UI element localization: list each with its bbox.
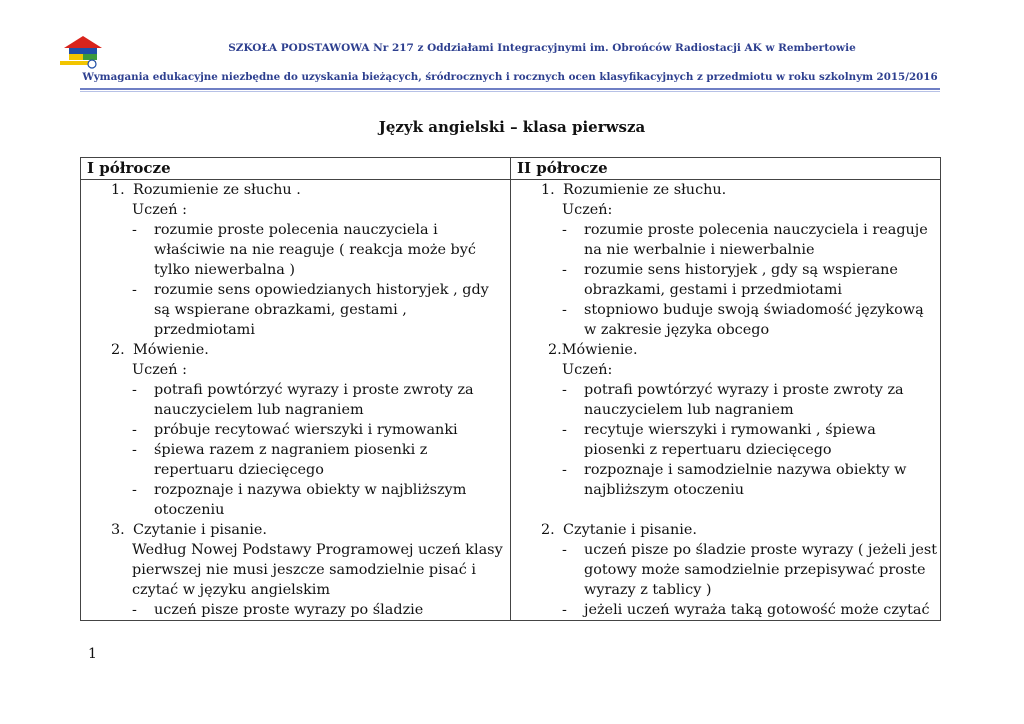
list-item: - uczeń pisze po śladzie proste wyrazy ( jeżeli jest bbox=[562, 542, 938, 558]
list-text: na nie werbalnie i niewerbalnie bbox=[584, 242, 815, 258]
spacer bbox=[511, 500, 940, 520]
list-text: 2.Mówienie. bbox=[548, 342, 638, 358]
list-item: - rozumie sens historyjek , gdy są wspierane bbox=[562, 262, 898, 278]
list-text: Uczeń : bbox=[132, 202, 187, 218]
list-text: czytać w języku angielskim bbox=[132, 582, 331, 598]
first-semester-cell bbox=[81, 180, 511, 621]
page-number: 1 bbox=[88, 646, 97, 662]
list-text: piosenki z repertuaru dziecięcego bbox=[584, 442, 832, 458]
table-header-row bbox=[81, 158, 941, 180]
list-item: - rozumie proste polecenia nauczyciela i reaguje bbox=[562, 222, 928, 238]
list-text: tylko niewerbalna ) bbox=[154, 262, 296, 278]
list-item: 2. Czytanie i pisanie. bbox=[541, 522, 697, 538]
list-item: - potrafi powtórzyć wyrazy i proste zwroty za bbox=[562, 382, 904, 398]
requirements-heading: Wymagania edukacyjne niezbędne do uzyskania bieżących, śródrocznych i rocznych ocen klasyfikacyjnych z przedmiotu w roku szkolnym 2015/2016 bbox=[82, 71, 938, 83]
list-item: 3. Czytanie i pisanie. bbox=[111, 522, 267, 538]
list-item: - jeżeli uczeń wyraża taką gotowość może czytać bbox=[562, 602, 930, 618]
list-text: w zakresie języka obcego bbox=[584, 322, 770, 338]
header-rule bbox=[80, 88, 940, 90]
list-item: 1. Rozumienie ze słuchu . bbox=[111, 182, 301, 198]
list-item: - rozumie proste polecenia nauczyciela i bbox=[132, 222, 438, 238]
list-item: - recytuje wierszyki i rymowanki , śpiewa bbox=[562, 422, 876, 438]
list-item: - śpiewa razem z nagraniem piosenki z bbox=[132, 442, 428, 458]
list-text: pierwszej nie musi jeszcze samodzielnie pisać i bbox=[132, 562, 476, 578]
list-item: 2. Mówienie. bbox=[111, 342, 209, 358]
header-rule-thin bbox=[80, 91, 940, 92]
second-semester-cell bbox=[511, 180, 941, 621]
list-item: - rozpoznaje i nazywa obiekty w najbliższym bbox=[132, 482, 467, 498]
list-text: Według Nowej Podstawy Programowej uczeń klasy bbox=[132, 542, 503, 558]
list-text: najbliższym otoczeniu bbox=[584, 482, 745, 498]
document-title: Język angielski – klasa pierwsza bbox=[378, 118, 646, 136]
table-content-row bbox=[81, 180, 941, 621]
list-item: - potrafi powtórzyć wyrazy i proste zwroty za bbox=[132, 382, 474, 398]
list-item: - rozumie sens opowiedzianych historyjek , gdy bbox=[132, 282, 489, 298]
second-semester-header: II półrocze bbox=[511, 158, 941, 180]
list-item: - próbuje recytować wierszyki i rymowanki bbox=[132, 422, 458, 438]
list-text: przedmiotami bbox=[154, 322, 255, 338]
list-item: - uczeń pisze proste wyrazy po śladzie bbox=[132, 602, 424, 618]
list-text: nauczycielem lub nagraniem bbox=[154, 402, 364, 418]
requirements-table bbox=[80, 157, 941, 621]
list-text: obrazkami, gestami i przedmiotami bbox=[584, 282, 843, 298]
list-item: - stopniowo buduje swoją świadomość językową bbox=[562, 302, 924, 318]
list-item: 1. Rozumienie ze słuchu. bbox=[541, 182, 727, 198]
list-item: - rozpoznaje i samodzielnie nazywa obiekty w bbox=[562, 462, 907, 478]
list-text: nauczycielem lub nagraniem bbox=[584, 402, 794, 418]
list-text: gotowy może samodzielnie przepisywać proste bbox=[584, 562, 926, 578]
list-text: Uczeń: bbox=[562, 202, 613, 218]
list-text: otoczeniu bbox=[154, 502, 225, 518]
list-text: repertuaru dziecięcego bbox=[154, 462, 324, 478]
school-name: SZKOŁA PODSTAWOWA Nr 217 z Oddziałami Integracyjnymi im. Obrońców Radiostacji AK w Rembertowie bbox=[228, 42, 856, 54]
list-text: Uczeń: bbox=[562, 362, 613, 378]
first-semester-header: I półrocze bbox=[81, 158, 511, 180]
list-text: są wspierane obrazkami, gestami , bbox=[154, 302, 407, 318]
list-text: Uczeń : bbox=[132, 362, 187, 378]
list-text: właściwie na nie reaguje ( reakcja może być bbox=[154, 242, 476, 258]
list-text: wyrazy z tablicy ) bbox=[584, 582, 712, 598]
